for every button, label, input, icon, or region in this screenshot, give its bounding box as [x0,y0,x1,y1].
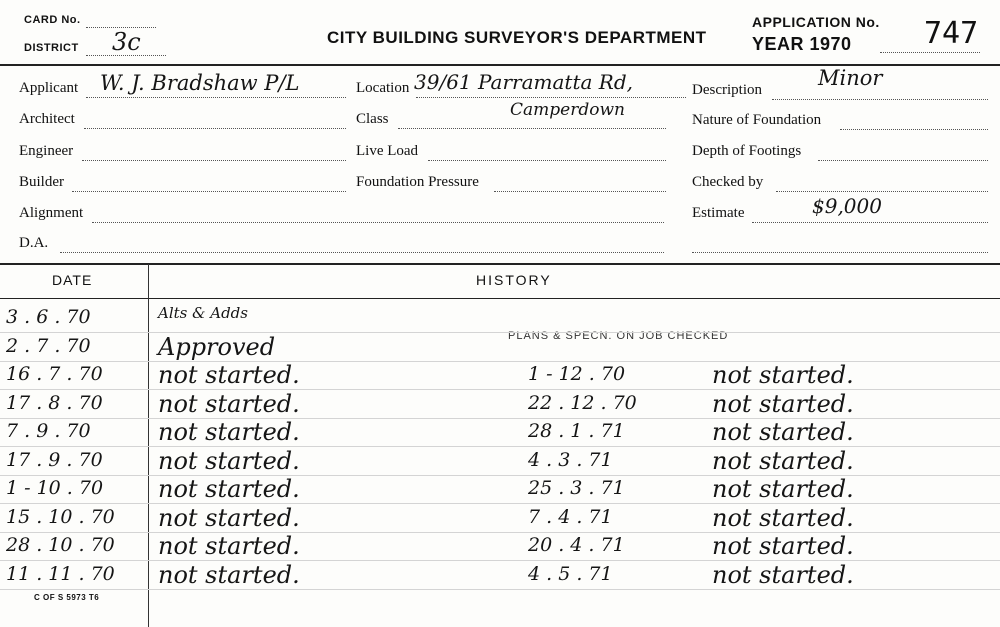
history-date: 11 . 11 . 70 [6,562,115,585]
location-value: 39/61 Parramatta Rd, [414,70,633,94]
history-note: not started. [712,475,854,503]
history-date: 22 . 12 . 70 [528,391,637,414]
history-note: not started. [158,560,300,589]
estimate-line [752,222,988,223]
history-note: not started. [158,361,300,389]
department-title: CITY BUILDING SURVEYOR'S DEPARTMENT [327,28,707,47]
history-date: 17 . 8 . 70 [6,391,103,414]
location-label: Location [356,80,410,96]
history-date: 17 . 9 . 70 [6,448,103,471]
architect-label: Architect [19,111,75,127]
history-note: not started. [158,475,300,503]
application-no-value: 747 [924,16,979,51]
estimate-label: Estimate [692,205,745,221]
history-note: not started. [712,389,854,418]
foundation-pressure-label: Foundation Pressure [356,174,479,190]
description-line [772,99,988,100]
history-note: not started. [712,532,854,560]
nature-line [840,129,988,130]
district-value: 3c [112,28,141,56]
history-note: Approved [158,332,276,361]
history-date: 20 . 4 . 71 [528,534,625,556]
history-date: 1 - 10 . 70 [6,477,104,499]
estimate-value: $9,000 [812,194,882,218]
history-note: not started. [712,361,854,389]
card-no-label: CARD No. [24,14,81,26]
application-no-line [880,52,980,53]
description-label: Description [692,82,762,98]
da-line [60,252,664,253]
da-label: D.A. [19,235,49,251]
depth-of-footings-label: Depth of Footings [692,143,802,159]
history-note: not started. [712,560,854,589]
engineer-line [82,160,346,161]
class-line [398,128,666,129]
history-date: 3 . 6 . 70 [6,306,91,328]
year-label: YEAR 1970 [752,34,852,54]
history-date: 28 . 10 . 70 [6,534,115,556]
history-date: 15 . 10 . 70 [6,505,115,528]
engineer-label: Engineer [19,143,74,159]
class-value: Camperdown [510,100,625,120]
depth-line [818,160,988,161]
history-note: not started. [158,389,300,418]
class-label: Class [356,111,389,127]
table-row-rule [0,332,1000,333]
history-date: 28 . 1 . 71 [528,420,625,442]
alignment-label: Alignment [19,205,84,221]
history-date: 2 . 7 . 70 [6,334,91,357]
builder-line [72,191,346,192]
district-label: DISTRICT [24,42,79,54]
applicant-value: W. J. Bradshaw P/L [100,71,300,95]
table-header-border [0,298,1000,299]
history-date: 4 . 5 . 71 [528,562,613,585]
form-code: C OF S 5973 T6 [34,593,100,602]
history-note: not started. [712,446,854,475]
history-date: 7 . 4 . 71 [528,505,613,528]
history-note: Alts & Adds [158,304,248,322]
live-load-label: Live Load [356,143,419,159]
application-no-label: APPLICATION No. [752,14,880,30]
description-value: Minor [818,66,883,90]
checked-by-line [776,191,988,192]
foundation-pressure-line [494,191,666,192]
history-date: 1 - 12 . 70 [528,363,626,385]
date-column-header: DATE [52,272,93,288]
location-line [416,97,686,98]
history-note: not started. [158,532,300,560]
history-date: 7 . 9 . 70 [6,420,91,442]
architect-line [84,128,346,129]
history-date: 16 . 7 . 70 [6,363,103,385]
history-date: 25 . 3 . 71 [528,477,625,499]
history-note: not started. [158,446,300,475]
history-note: not started. [712,503,854,532]
alignment-line [92,222,664,223]
applicant-label: Applicant [19,80,79,96]
applicant-line [86,97,346,98]
nature-of-foundation-label: Nature of Foundation [692,112,822,128]
history-note: not started. [712,418,854,446]
extra-line [692,252,988,253]
builder-label: Builder [19,174,64,190]
table-top-border [0,263,1000,265]
history-date: 4 . 3 . 71 [528,448,613,471]
table-row-rule [0,589,1000,590]
checked-by-label: Checked by [692,174,764,190]
checked-stamp: PLANS & SPECN. ON JOB CHECKED [508,330,729,342]
history-note: not started. [158,503,300,532]
history-column-header: HISTORY [476,272,552,288]
live-load-line [428,160,666,161]
history-note: not started. [158,418,300,446]
